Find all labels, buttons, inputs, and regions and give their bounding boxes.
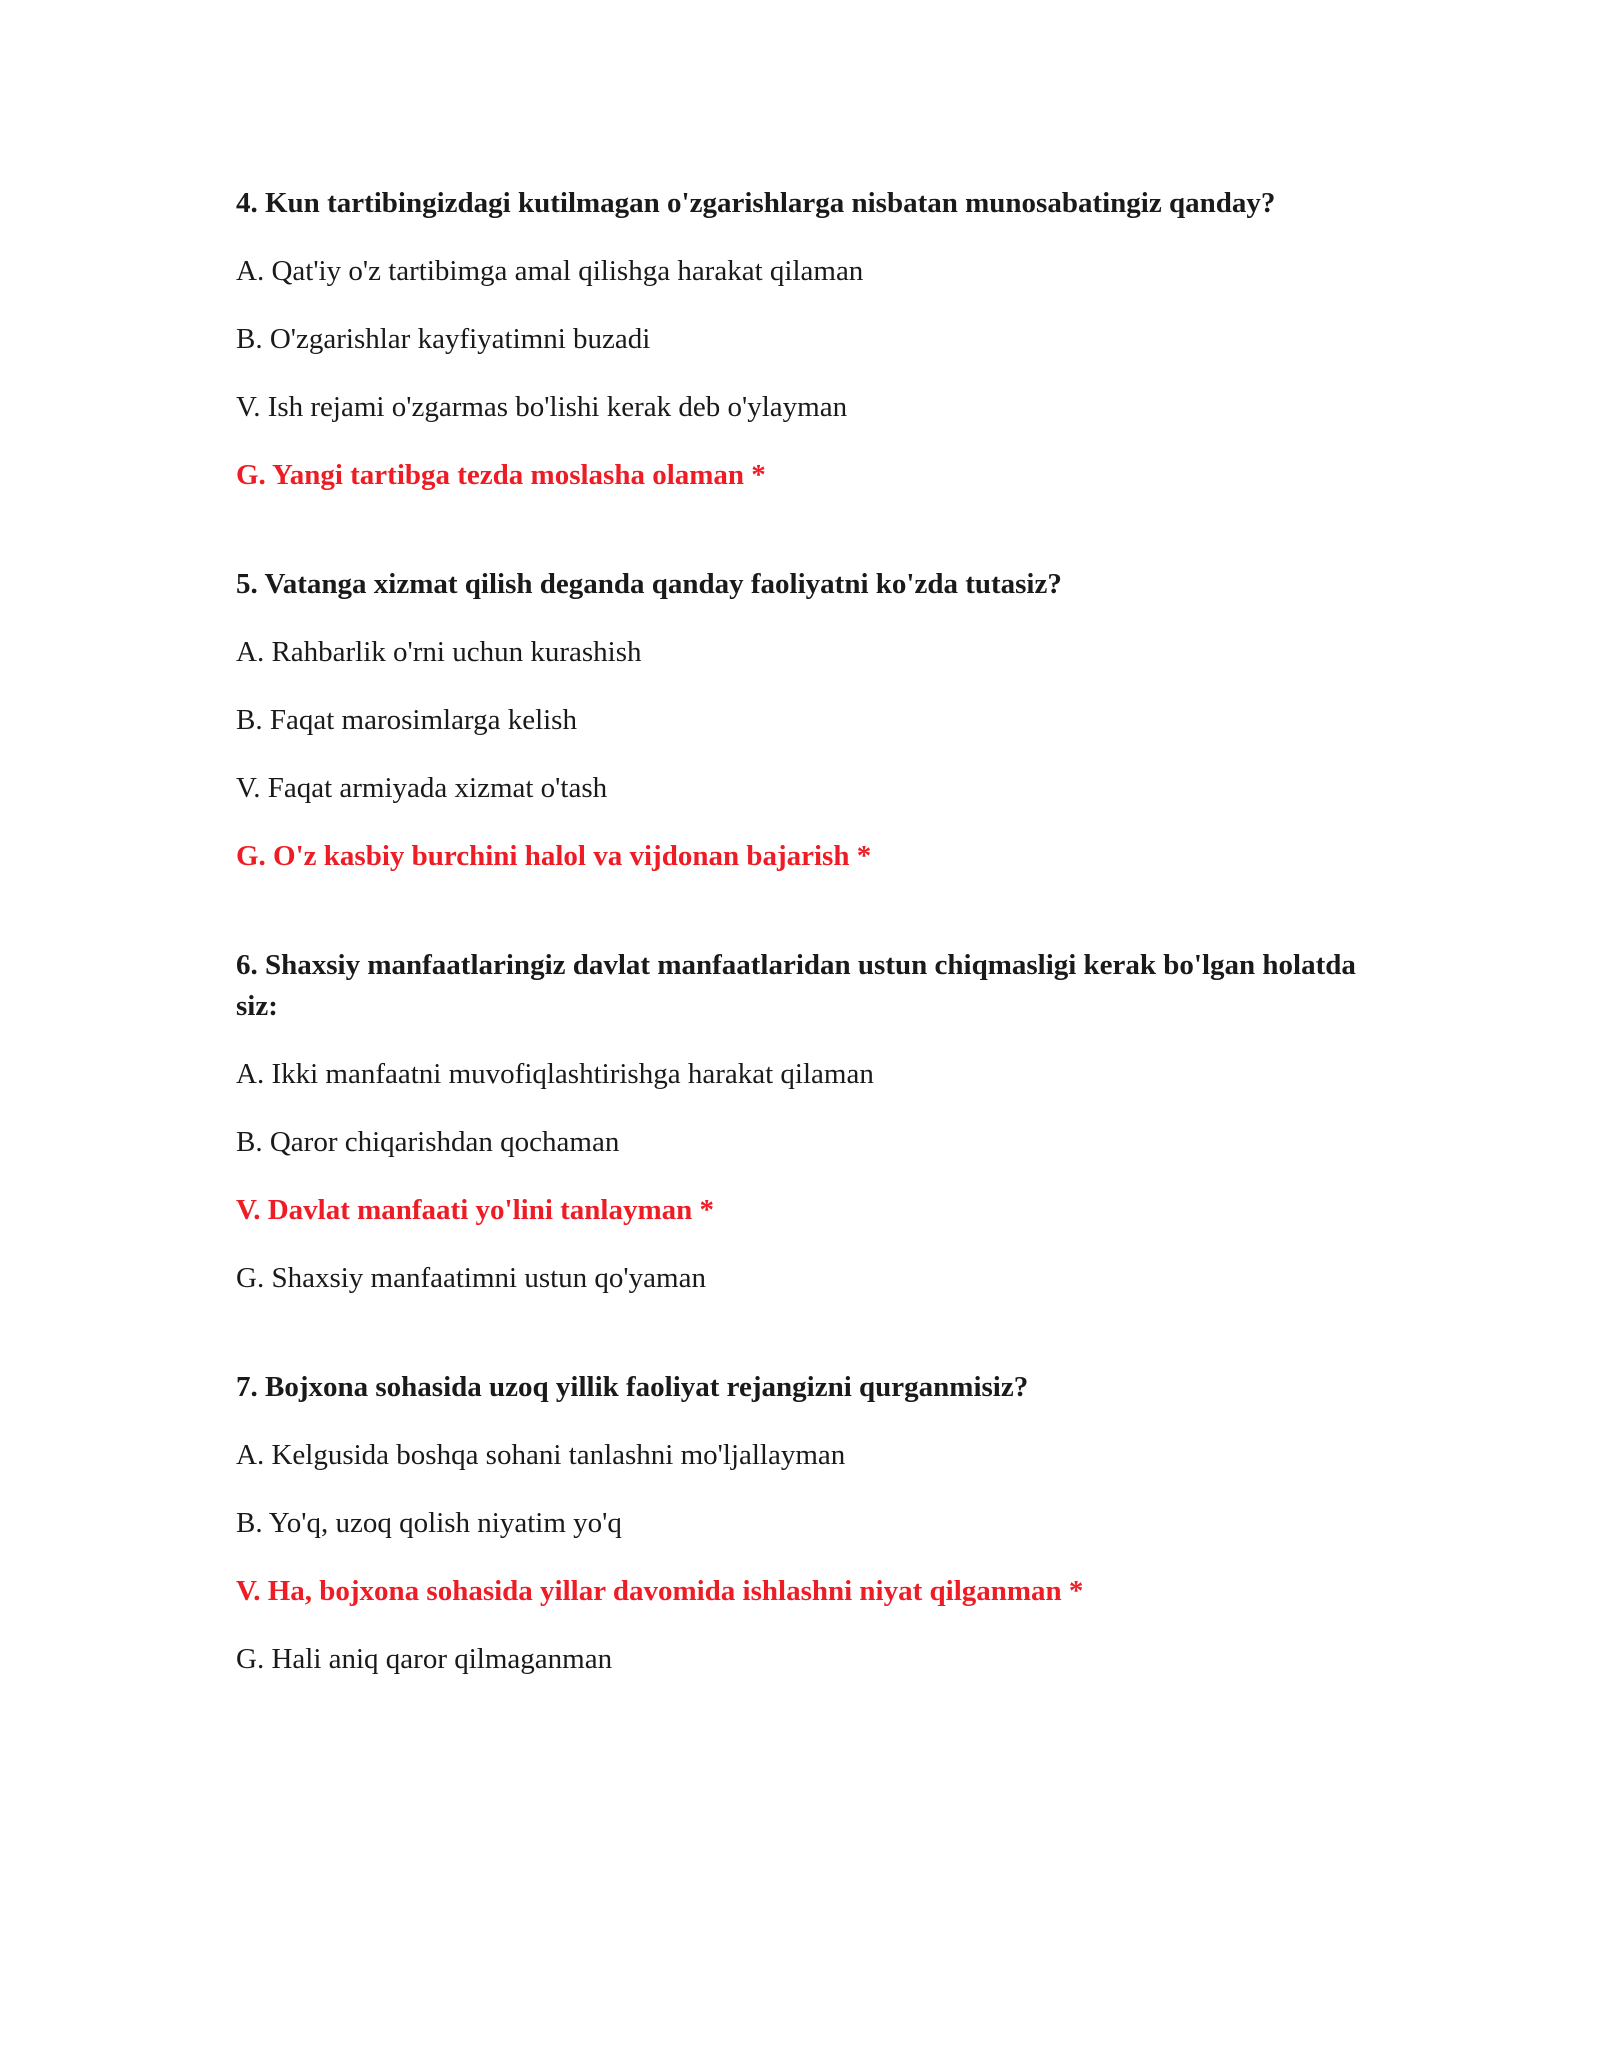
answer-option-g: G. Shaxsiy manfaatimni ustun qo'yaman [236,1262,706,1294]
answer-option-v: V. Faqat armiyada xizmat o'tash [236,772,608,804]
question-title: 5. Vatanga xizmat qilish deganda qanday faoliyatni ko'zda tutasiz? [236,568,1062,600]
answer-option-b: B. Qaror chiqarishdan qochaman [236,1126,620,1158]
question-block-4 [236,183,1386,496]
answer-option-a: A. Ikki manfaatni muvofiqlashtirishga harakat qilaman [236,1058,874,1090]
answer-option-a: A. Kelgusida boshqa sohani tanlashni mo'ljallayman [236,1439,846,1471]
question-block-7 [236,1367,1386,1680]
answer-option-v: V. Ish rejami o'zgarmas bo'lishi kerak deb o'ylayman [236,391,848,423]
answer-option-g-correct: G. Yangi tartibga tezda moslasha olaman * [236,459,766,491]
answer-option-g-correct: G. O'z kasbiy burchini halol va vijdonan bajarish * [236,840,872,872]
question-title: 7. Bojxona sohasida uzoq yillik faoliyat rejangizni qurganmisiz? [236,1371,1029,1403]
question-block-6 [236,945,1386,1299]
document-page [236,183,1386,1748]
answer-option-b: B. Yo'q, uzoq qolish niyatim yo'q [236,1507,622,1539]
question-block-5 [236,564,1386,877]
answer-option-a: A. Rahbarlik o'rni uchun kurashish [236,636,642,668]
answer-option-v-correct: V. Davlat manfaati yo'lini tanlayman * [236,1194,715,1226]
answer-option-b: B. O'zgarishlar kayfiyatimni buzadi [236,323,651,355]
question-title: 6. Shaxsiy manfaatlaringiz davlat manfaatlaridan ustun chiqmasligi kerak bo'lgan holatda siz: [236,949,1356,1022]
answer-option-v-correct: V. Ha, bojxona sohasida yillar davomida ishlashni niyat qilganman * [236,1575,1084,1607]
answer-option-g: G. Hali aniq qaror qilmaganman [236,1643,613,1675]
answer-option-b: B. Faqat marosimlarga kelish [236,704,577,736]
question-title: 4. Kun tartibingizdagi kutilmagan o'zgarishlarga nisbatan munosabatingiz qanday? [236,187,1276,219]
answer-option-a: A. Qat'iy o'z tartibimga amal qilishga harakat qilaman [236,255,864,287]
